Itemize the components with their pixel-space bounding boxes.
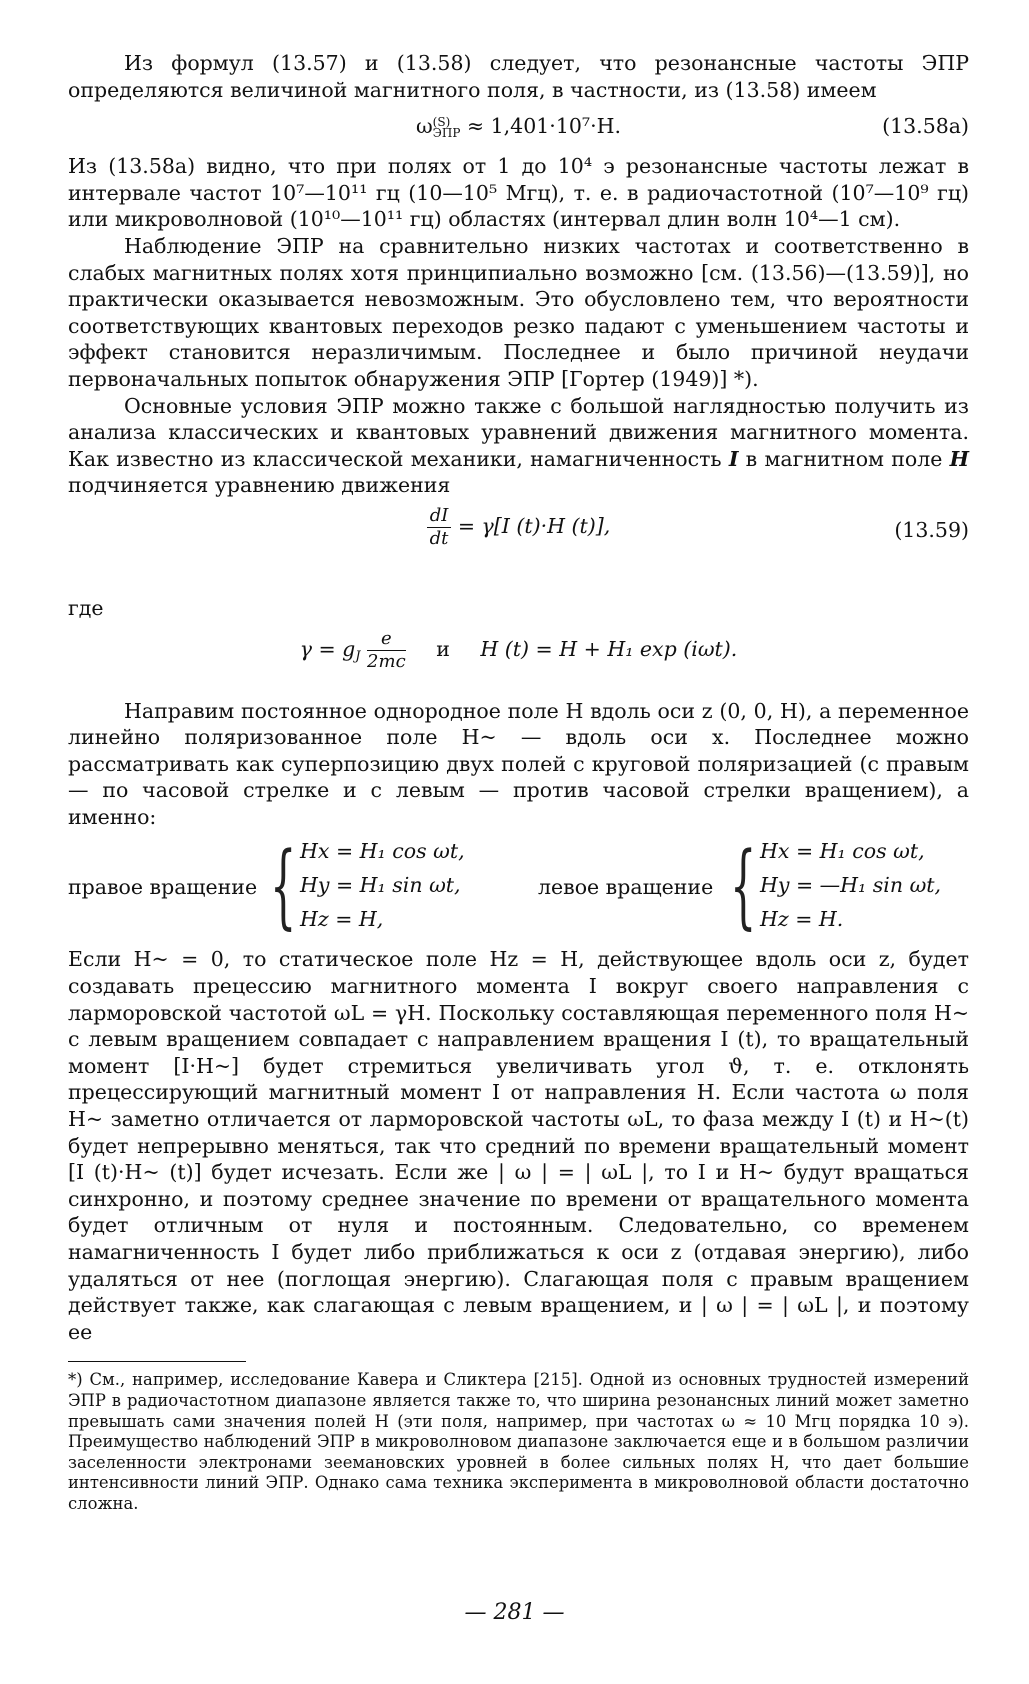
paragraph-low-frequency-observation: Наблюдение ЭПР на сравнительно низких частотах и соответственно в слабых магнитных полях хотя принципиально возможно [см. (13.56)—(13.59)], но практически оказывается невозможным. Это обусловлено тем, что вероятности соответствующих квантовых переходов резко падают с уменьшением частоты и эффект становится неразличимым. Последнее и было причиной неудачи первоначальных попыток обнаружения ЭПР [Гортер (1949)] *).: [68, 233, 969, 391]
paragraph-resonance-formulas: Из формул (13.57) и (13.58) следует, что резонансные частоты ЭПР определяются величиной магнитного поля, в частности, из (13.58) имеем: [68, 51, 969, 102]
eq2-rhs: = γ[I (t)·H (t)],: [451, 513, 611, 538]
right-rotation-brace: {: [270, 832, 297, 940]
equation-number-13-59: (13.59): [894, 517, 969, 542]
equation-number-13-58a: (13.58а): [882, 114, 969, 139]
rotation-systems: [68, 834, 969, 940]
eq1-rhs: ≈ 1,401·10⁷·H.: [460, 114, 622, 139]
eq3-field: H (t) = H + H₁ exp (iωt).: [480, 636, 738, 661]
eq3-fraction: $\frac{e}{2mc}$: [367, 627, 406, 672]
paragraph-precession: Если H~ = 0, то статическое поле Hz = H, действующее вдоль оси z, будет создавать прецессию магнитного момента I вокруг своего направления с ларморовской частотой ωL = γH. Поскольку составляющая переменного поля H~ с левым вращением совпадает с направлением вращения I (t), то вращательный момент [I·H~] будет стремиться увеличивать угол ϑ, т. е. отклонять прецессирующий магнитный момент I от направления H. Если частота ω поля H~ заметно отличается от ларморовской частоты ωL, то фаза между I (t) и H~(t) будет непрерывно меняться, так что средний по времени вращательный момент [I (t)·H~ (t)] будет исчезать. Если же | ω | = | ωL |, то I и H~ будут вращаться синхронно, и поэтому среднее значение по времени от вращательного момента будет отличным от нуля и постоянным. Следовательно, со временем намагниченность I будет либо приближаться к оси z (отдавая энергию), либо удаляться от нее (поглощая энергию). Слагающая поля с правым вращением действует также, как слагающая с левым вращением, и | ω | = | ωL |, и поэтому ее: [68, 947, 969, 1344]
left-rotation-equations: Hx = H₁ cos ωt, Hy = —H₁ sin ωt, Hz = H.: [760, 839, 942, 932]
paragraph-equations-of-motion: Основные условия ЭПР можно также с большой наглядностью получить из анализа классических и квантовых уравнений движения магнитного момента. Как известно из классической механики, намагниченность I в магнитном поле H подчиняется уравнению движения: [68, 393, 969, 498]
left-rotation-brace: {: [730, 832, 757, 940]
right-rotation-equations: Hx = H₁ cos ωt, Hy = H₁ sin ωt, Hz = H,: [300, 839, 465, 932]
eq1-omega: ω: [415, 114, 433, 139]
eq2-derivative-fraction: $\frac{dI}{dt}$: [427, 505, 452, 550]
eq3-and: и: [436, 636, 450, 661]
page-number: — 281 —: [464, 1600, 565, 1625]
left-rotation-label: левое вращение: [538, 875, 714, 900]
footnote-divider: [68, 1361, 246, 1362]
equation-13-59: [68, 505, 969, 567]
equation-gamma-definition: $\gamma = g_J$ $\frac{e}{2mc}$ и H (t) = H + H₁ exp (iωt).: [299, 627, 738, 672]
right-rotation-label: правое вращение: [68, 875, 258, 900]
footnote: *) См., например, исследование Кавера и Сликтера [215]. Одной из основных трудностей измерений ЭПР в радиочастотном диапазоне является также то, что ширина резонансных линий может заметно превышать сами значения полей H (эти поля, например, при частотах ω ≈ 10 Мгц порядка 10 э). Преимущество наблюдений ЭПР в микроволновом диапазоне заключается еще и в большом различии заселенности электронами зеемановских уровней в более сильных полях H, что дает большие интенсивности линий ЭПР. Однако сама техника эксперимента в микроволновой области достаточно сложна.: [68, 1370, 969, 1513]
eq3-gamma: γ = g: [299, 636, 356, 661]
equation-13-58a: [68, 109, 969, 145]
paragraph-frequency-range: Из (13.58а) видно, что при полях от 1 до 10⁴ э резонансные частоты лежат в интервале частот 10⁷—10¹¹ гц (10—10⁵ Мгц), т. е. в радиочастотной (10⁷—10⁹ гц) или микроволновой (10¹⁰—10¹¹ гц) областях (интервал длин волн 10⁴—1 см).: [68, 154, 969, 232]
where-label: где: [68, 595, 104, 620]
eq1-sub: ЭПР: [432, 125, 461, 140]
paragraph-circular-polarization: Направим постоянное однородное поле H вдоль оси z (0, 0, H), а переменное линейно поляризованное поле H~ — вдоль оси x. Последнее можно рассматривать как суперпозицию двух полей с круговой поляризацией (с правым — по часовой стрелке и с левым — против часовой стрелки вращением), а именно:: [68, 698, 969, 829]
eq1-sup: (S): [432, 114, 451, 129]
